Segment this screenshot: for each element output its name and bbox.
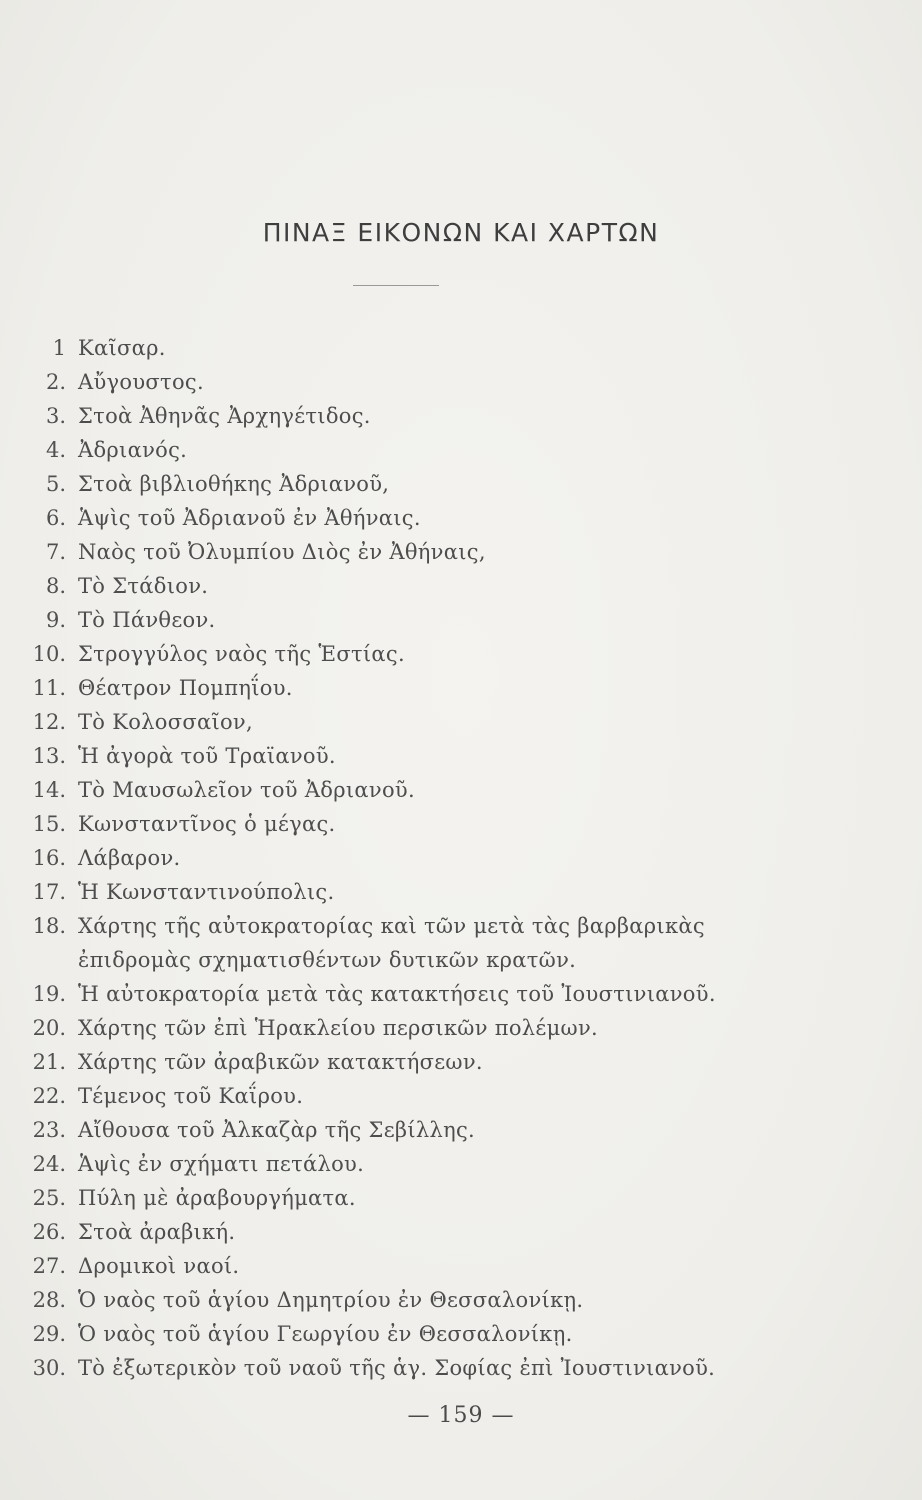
entry-text: Πύλη μὲ ἀραβουργήματα. xyxy=(78,1186,356,1210)
entry-text: Στοὰ Ἀθηνᾶς Ἀρχηγέτιδος. xyxy=(78,404,371,428)
entry-text: Στρογγύλος ναὸς τῆς Ἑστίας. xyxy=(78,642,405,666)
entry-number: 28. xyxy=(32,1288,66,1312)
list-item xyxy=(0,1216,922,1248)
list-item xyxy=(0,1284,922,1316)
entry-number: 25. xyxy=(32,1186,66,1210)
list-item xyxy=(0,1080,922,1112)
entry-text: Τὸ Πάνθεον. xyxy=(78,608,216,632)
entry-text: Στοὰ βιβλιοθήκης Ἀδριανοῦ, xyxy=(78,472,390,496)
entry-text: Καῖσαρ. xyxy=(78,336,166,360)
list-item xyxy=(0,366,922,398)
entry-number: 16. xyxy=(32,846,66,870)
entry-text: Χάρτης τῶν ἀραβικῶν κατακτήσεων. xyxy=(78,1050,483,1074)
list-item xyxy=(0,1250,922,1282)
entry-text: Κωνσταντῖνος ὁ μέγας. xyxy=(78,812,336,836)
entry-number: 5. xyxy=(45,472,66,496)
list-item xyxy=(0,978,922,1010)
entry-number: 21. xyxy=(32,1050,66,1074)
list-item xyxy=(0,570,922,602)
list-item xyxy=(0,1012,922,1044)
entry-text: Ἡ ἀγορὰ τοῦ Τραϊανοῦ. xyxy=(78,744,336,768)
list-item xyxy=(0,400,922,432)
list-item xyxy=(0,808,922,840)
entry-number: 17. xyxy=(32,880,66,904)
entry-number: 9. xyxy=(45,608,66,632)
entry-text: Ἡ αὐτοκρατορία μετὰ τὰς κατακτήσεις τοῦ Ἰουστινιανοῦ. xyxy=(78,982,716,1006)
entry-text: Χάρτης τῶν ἐπὶ Ἡρακλείου περσικῶν πολέμων. xyxy=(78,1016,599,1040)
entry-text: Αὔγουστος. xyxy=(78,370,204,394)
list-item xyxy=(0,536,922,568)
list-item xyxy=(0,638,922,670)
entry-text: Χάρτης τῆς αὐτοκρατορίας καὶ τῶν μετὰ τὰς βαρβαρικὰς xyxy=(78,914,705,938)
list-item-continuation: ἐπιδρομὰς σχηματισθέντων δυτικῶν κρατῶν. xyxy=(78,948,577,972)
page-title: ΠΙΝΑΞ ΕΙΚΟΝΩΝ ΚΑΙ ΧΑΡΤΩΝ xyxy=(262,218,660,247)
title-divider xyxy=(353,285,439,286)
entry-number: 26. xyxy=(32,1220,66,1244)
entry-text: Τὸ Στάδιον. xyxy=(78,574,209,598)
entry-number: 11. xyxy=(32,676,66,700)
entry-number: 12. xyxy=(32,710,66,734)
list-item xyxy=(0,1114,922,1146)
list-item xyxy=(0,1046,922,1078)
entry-number: 22. xyxy=(32,1084,66,1108)
entry-text: Ναὸς τοῦ Ὀλυμπίου Διὸς ἐν Ἀθήναις, xyxy=(78,540,486,564)
list-item xyxy=(0,604,922,636)
list-item xyxy=(0,434,922,466)
list-item xyxy=(0,502,922,534)
list-item xyxy=(0,706,922,738)
list-item xyxy=(0,910,922,942)
entry-number: 15. xyxy=(32,812,66,836)
entry-number: 20. xyxy=(32,1016,66,1040)
entry-number: 19. xyxy=(32,982,66,1006)
list-item xyxy=(0,774,922,806)
entry-number: 29. xyxy=(32,1322,66,1346)
entry-number: 14. xyxy=(32,778,66,802)
entry-number: 24. xyxy=(32,1152,66,1176)
entry-number: 13. xyxy=(32,744,66,768)
entry-text: Τὸ Κολοσσαῖον, xyxy=(78,710,253,734)
entry-text: Ἁψὶς τοῦ Ἀδριανοῦ ἐν Ἀθήναις. xyxy=(78,506,421,530)
list-item xyxy=(0,876,922,908)
entry-text: Ὁ ναὸς τοῦ ἁγίου Γεωργίου ἐν Θεσσαλονίκῃ. xyxy=(78,1322,573,1346)
entry-text: Τὸ ἐξωτερικὸν τοῦ ναοῦ τῆς ἁγ. Σοφίας ἐπὶ Ἰουστινιανοῦ. xyxy=(78,1356,716,1380)
entry-number: 1 xyxy=(52,336,66,360)
entry-text: Στοὰ ἀραβική. xyxy=(78,1220,236,1244)
list-item xyxy=(0,1352,922,1384)
entry-number: 2. xyxy=(45,370,66,394)
entry-number: 23. xyxy=(32,1118,66,1142)
list-item xyxy=(0,468,922,500)
entry-text: Λάβαρον. xyxy=(78,846,181,870)
entry-text: Τέμενος τοῦ Καΐρου. xyxy=(78,1084,304,1108)
entry-number: 7. xyxy=(45,540,66,564)
entry-text: Ὁ ναὸς τοῦ ἁγίου Δημητρίου ἐν Θεσσαλονίκῃ. xyxy=(78,1288,584,1312)
entry-text: Αἴθουσα τοῦ Ἀλκαζὰρ τῆς Σεβίλλης. xyxy=(78,1118,475,1142)
entry-text: Ἡ Κωνσταντινούπολις. xyxy=(78,880,335,904)
entry-text: Ἀδριανός. xyxy=(78,438,188,462)
list-item xyxy=(0,1182,922,1214)
list-item xyxy=(0,332,922,364)
entry-text: Δρομικοὶ ναοί. xyxy=(78,1254,240,1278)
list-item xyxy=(0,672,922,704)
entry-number: 10. xyxy=(32,642,66,666)
entry-number: 6. xyxy=(45,506,66,530)
entry-text: Τὸ Μαυσωλεῖον τοῦ Ἀδριανοῦ. xyxy=(78,778,415,802)
entry-number: 27. xyxy=(32,1254,66,1278)
entry-number: 18. xyxy=(32,914,66,938)
entry-number: 30. xyxy=(32,1356,66,1380)
list-item xyxy=(0,740,922,772)
entry-text: Θέατρον Πομπηΐου. xyxy=(78,676,293,700)
entry-number: 3. xyxy=(45,404,66,428)
list-item xyxy=(0,1148,922,1180)
entry-number: 8. xyxy=(45,574,66,598)
entry-number: 4. xyxy=(45,438,66,462)
list-item xyxy=(0,842,922,874)
list-item xyxy=(0,1318,922,1350)
entry-text: Ἁψὶς ἐν σχήματι πετάλου. xyxy=(78,1152,365,1176)
page-number: — 159 — xyxy=(407,1403,515,1428)
